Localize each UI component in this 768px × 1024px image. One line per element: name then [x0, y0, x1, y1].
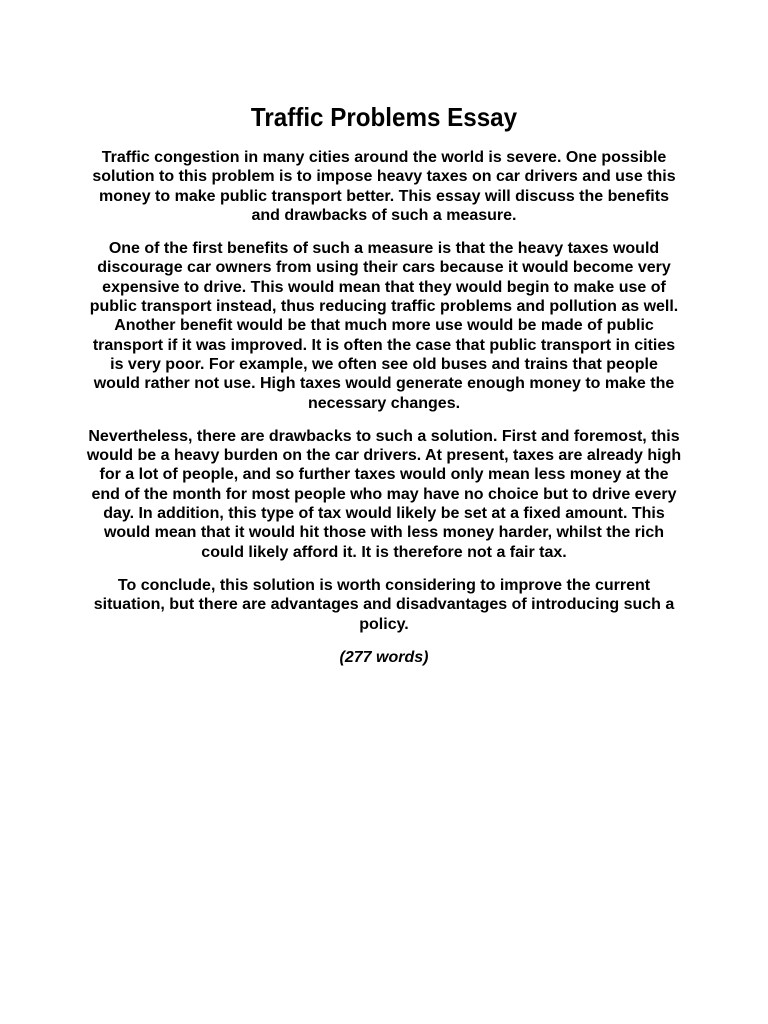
paragraph-drawbacks: Nevertheless, there are drawbacks to such a solution. First and foremost, this would be a heavy burden on the car drivers. At present, taxes are already high for a lot of people, and so further taxes would only mean less money at the end of the month for most people who may have no choice but to drive every day. In addition, this type of tax would likely be set at a fixed amount. This would mean that it would hit those with less money harder, whilst the rich could likely afford it. It is therefore not a fair tax.: [86, 427, 682, 561]
essay-body: [86, 148, 682, 667]
paragraph-introduction: Traffic congestion in many cities around the world is severe. One possible solution to this problem is to impose heavy taxes on car drivers and use this money to make public transport better. This essay will discuss the benefits and drawbacks of such a measure.: [92, 149, 676, 224]
word-count: (277 words): [339, 648, 429, 666]
paragraph-benefits: One of the first benefits of such a measure is that the heavy taxes would discourage car owners from using their cars because it would become very expensive to drive. This would mean that they would begin to make use of public transport instead, thus reducing traffic problems and pollution as well. Another benefit would be that much more use would be made of public transport if it was improved. It is often the case that public transport in cities is very poor. For example, we often see old buses and trains that people would rather not use. High taxes would generate enough money to make the necessary changes.: [89, 240, 679, 412]
essay-title: Traffic Problems Essay: [250, 102, 518, 132]
paragraph-conclusion: To conclude, this solution is worth considering to improve the current situation, but there are advantages and disadvantages of introducing such a policy.: [93, 576, 675, 633]
